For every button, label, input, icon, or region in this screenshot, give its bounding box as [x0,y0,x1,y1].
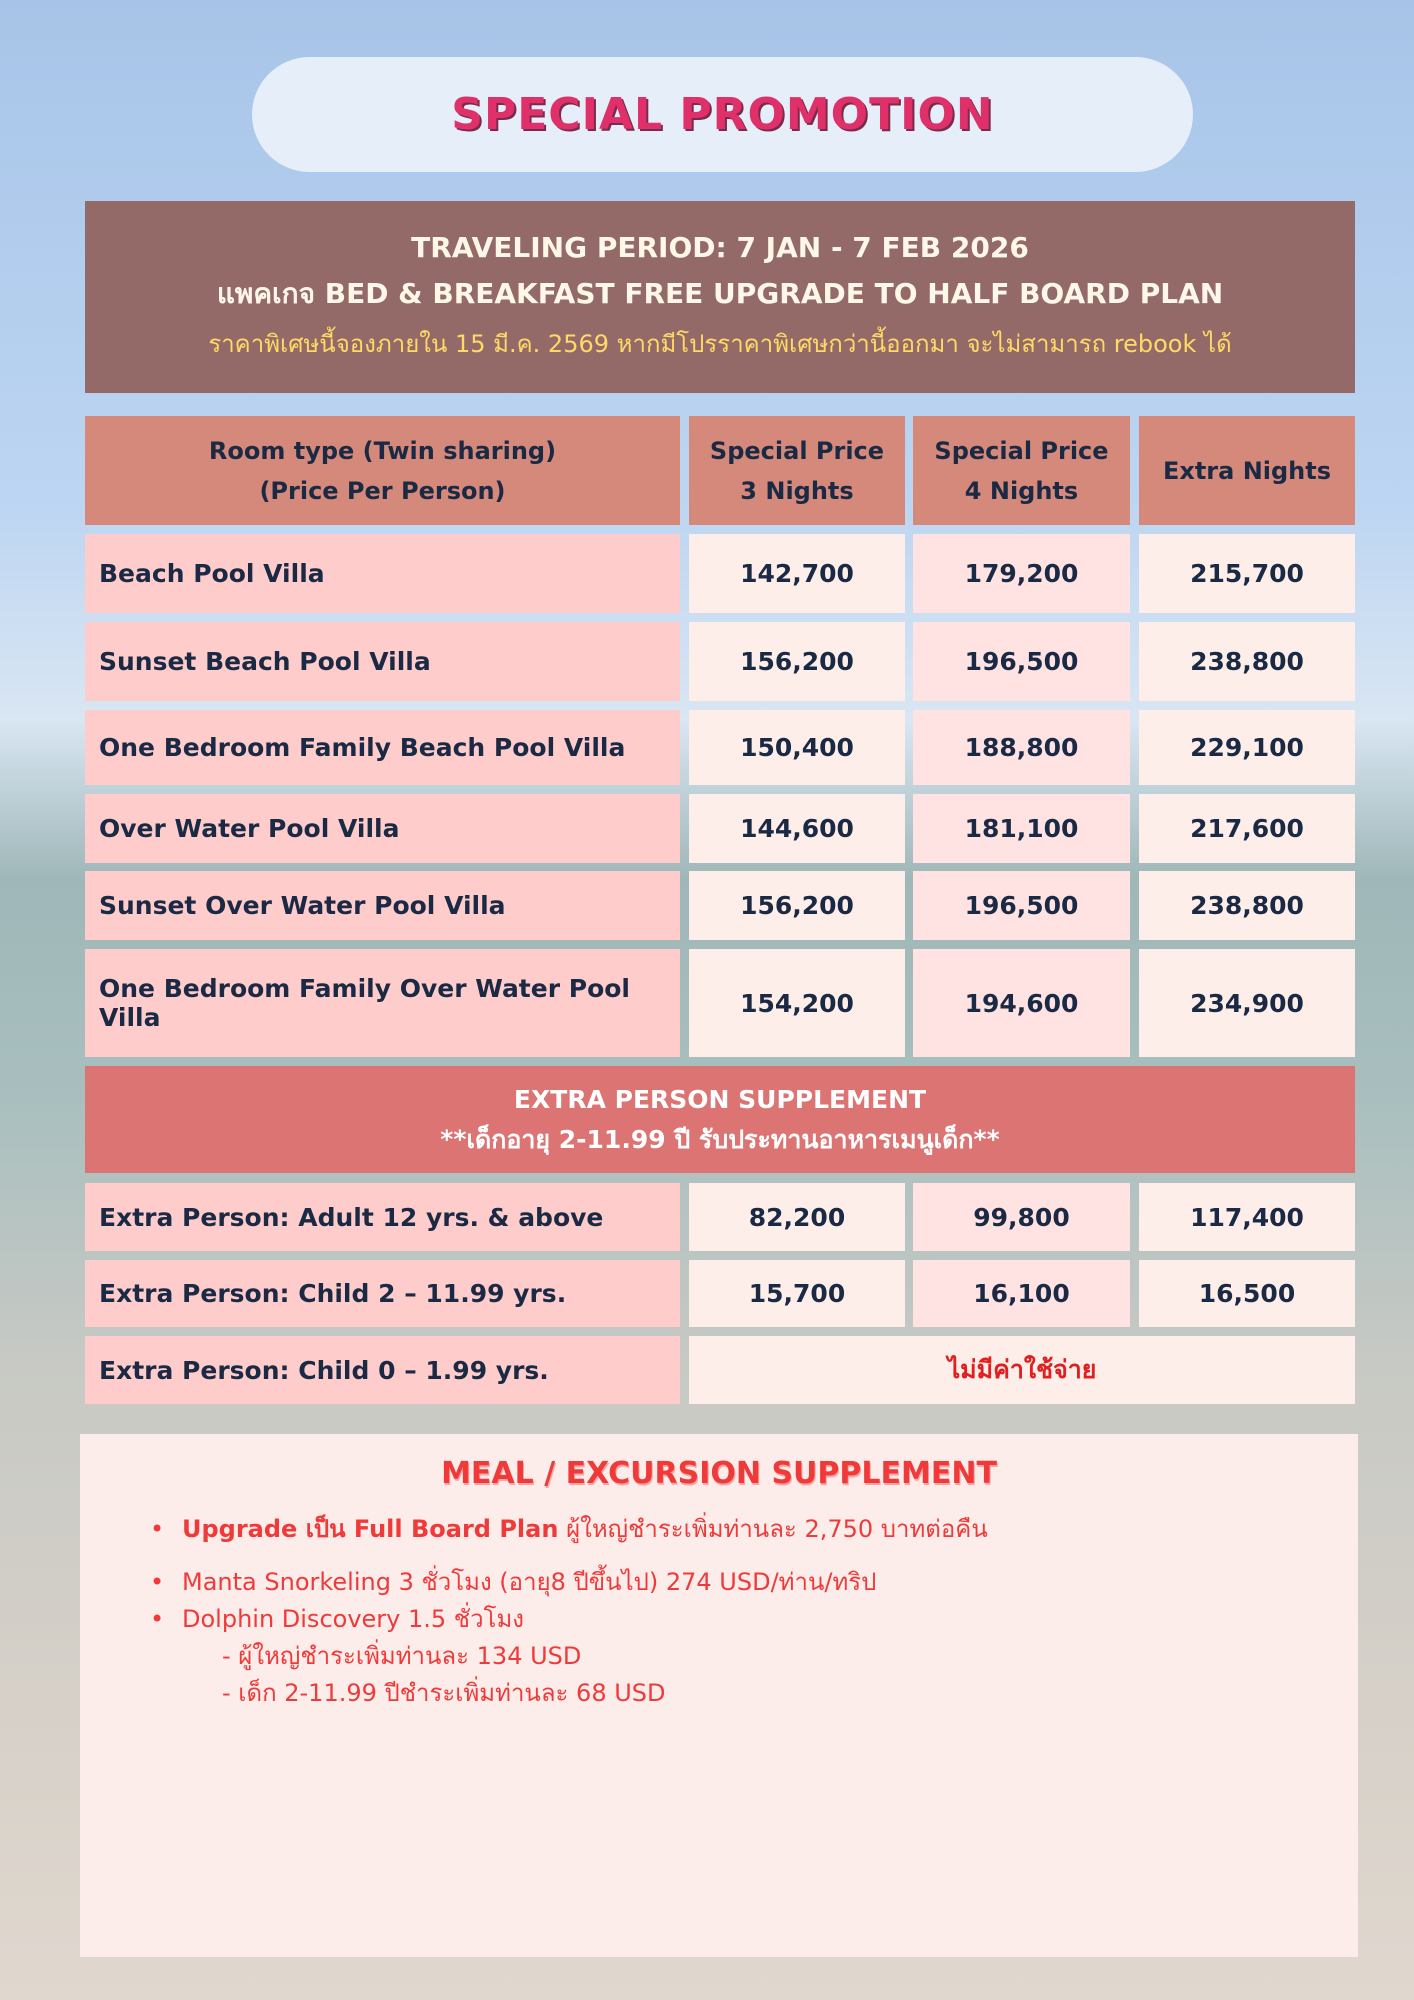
meal-item: • Upgrade เป็น Full Board Plan ผู้ใหญ่ชำระเพิ่มท่านละ 2,750 บาทต่อคืน [150,1515,988,1543]
price-cell: 117,400 [1139,1183,1355,1251]
price-cell: 154,200 [689,949,905,1057]
price-cell: 179,200 [913,534,1130,613]
price-cell: 188,800 [913,710,1130,785]
price-cell: 82,200 [689,1183,905,1251]
meal-title: MEAL / EXCURSION SUPPLEMENT [441,1456,997,1491]
item-text: Manta Snorkeling 3 ชั่วโมง (อายุ8 ปีขึ้นไป) 274 USD/ท่าน/ทริป [182,1568,877,1596]
travel-period: TRAVELING PERIOD: 7 JAN - 7 FEB 2026 [411,231,1029,264]
price-cell: 181,100 [913,794,1130,863]
extra-title: EXTRA PERSON SUPPLEMENT [513,1084,927,1114]
room-type: Sunset Over Water Pool Villa [85,871,680,940]
price-cell: 234,900 [1139,949,1355,1057]
price-cell: 156,200 [689,622,905,701]
room-type: Over Water Pool Villa [85,794,680,863]
price-cell: 217,600 [1139,794,1355,863]
price-cell: 196,500 [913,871,1130,940]
meal-subitem: - ผู้ใหญ่ชำระเพิ่มท่านละ 134 USD [222,1642,582,1670]
price-cell: 150,400 [689,710,905,785]
price-cell: 194,600 [913,949,1130,1057]
price-cell: 215,700 [1139,534,1355,613]
meal-subitem: - เด็ก 2-11.99 ปีชำระเพิ่มท่านละ 68 USD [222,1679,666,1707]
price-cell: 238,800 [1139,871,1355,940]
price-cell: 156,200 [689,871,905,940]
item-text: ผู้ใหญ่ชำระเพิ่มท่านละ 2,750 บาทต่อคืน [558,1515,988,1543]
price-cell: 15,700 [689,1260,905,1327]
price-cell: 142,700 [689,534,905,613]
room-type: One Bedroom Family Beach Pool Villa [85,710,680,785]
item-bold: Upgrade เป็น Full Board Plan [182,1515,559,1543]
free-of-charge: ไม่มีค่าใช้จ่าย [689,1336,1355,1404]
price-cell: 196,500 [913,622,1130,701]
period-header [85,201,1355,393]
promo-title: SPECIAL PROMOTION [252,57,1193,172]
room-type: One Bedroom Family Over Water Pool Villa [85,949,680,1057]
booking-note: ราคาพิเศษนี้จองภายใน 15 มี.ค. 2569 หากมีโปรราคาพิเศษกว่านี้ออกมา จะไม่สามารถ rebook ได้ [208,330,1232,358]
room-type: Sunset Beach Pool Villa [85,622,680,701]
meal-supplement [80,1434,1358,1957]
price-cell: 144,600 [689,794,905,863]
package-name: แพคเกจ BED & BREAKFAST FREE UPGRADE TO HALF BOARD PLAN [216,277,1224,310]
column-header: Room type (Twin sharing) (Price Per Person) [85,416,680,525]
item-text: Dolphin Discovery 1.5 ชั่วโมง [182,1605,524,1633]
price-cell: 16,100 [913,1260,1130,1327]
meal-item: • Dolphin Discovery 1.5 ชั่วโมง [150,1605,524,1633]
column-header: Special Price 4 Nights [913,416,1130,525]
room-type: Beach Pool Villa [85,534,680,613]
price-cell: 99,800 [913,1183,1130,1251]
column-header: Special Price 3 Nights [689,416,905,525]
extra-note: **เด็กอายุ 2-11.99 ปี รับประทานอาหารเมนูเด็ก** [440,1124,1000,1154]
extra-person-type: Extra Person: Adult 12 yrs. & above [85,1183,680,1251]
meal-item: • Manta Snorkeling 3 ชั่วโมง (อายุ8 ปีขึ้นไป) 274 USD/ท่าน/ทริป [150,1568,877,1596]
price-cell: 16,500 [1139,1260,1355,1327]
price-cell: 229,100 [1139,710,1355,785]
extra-person-header [85,1066,1355,1173]
column-header: Extra Nights [1139,416,1355,525]
extra-person-type: Extra Person: Child 2 – 11.99 yrs. [85,1260,680,1327]
extra-person-type: Extra Person: Child 0 – 1.99 yrs. [85,1336,680,1404]
price-cell: 238,800 [1139,622,1355,701]
